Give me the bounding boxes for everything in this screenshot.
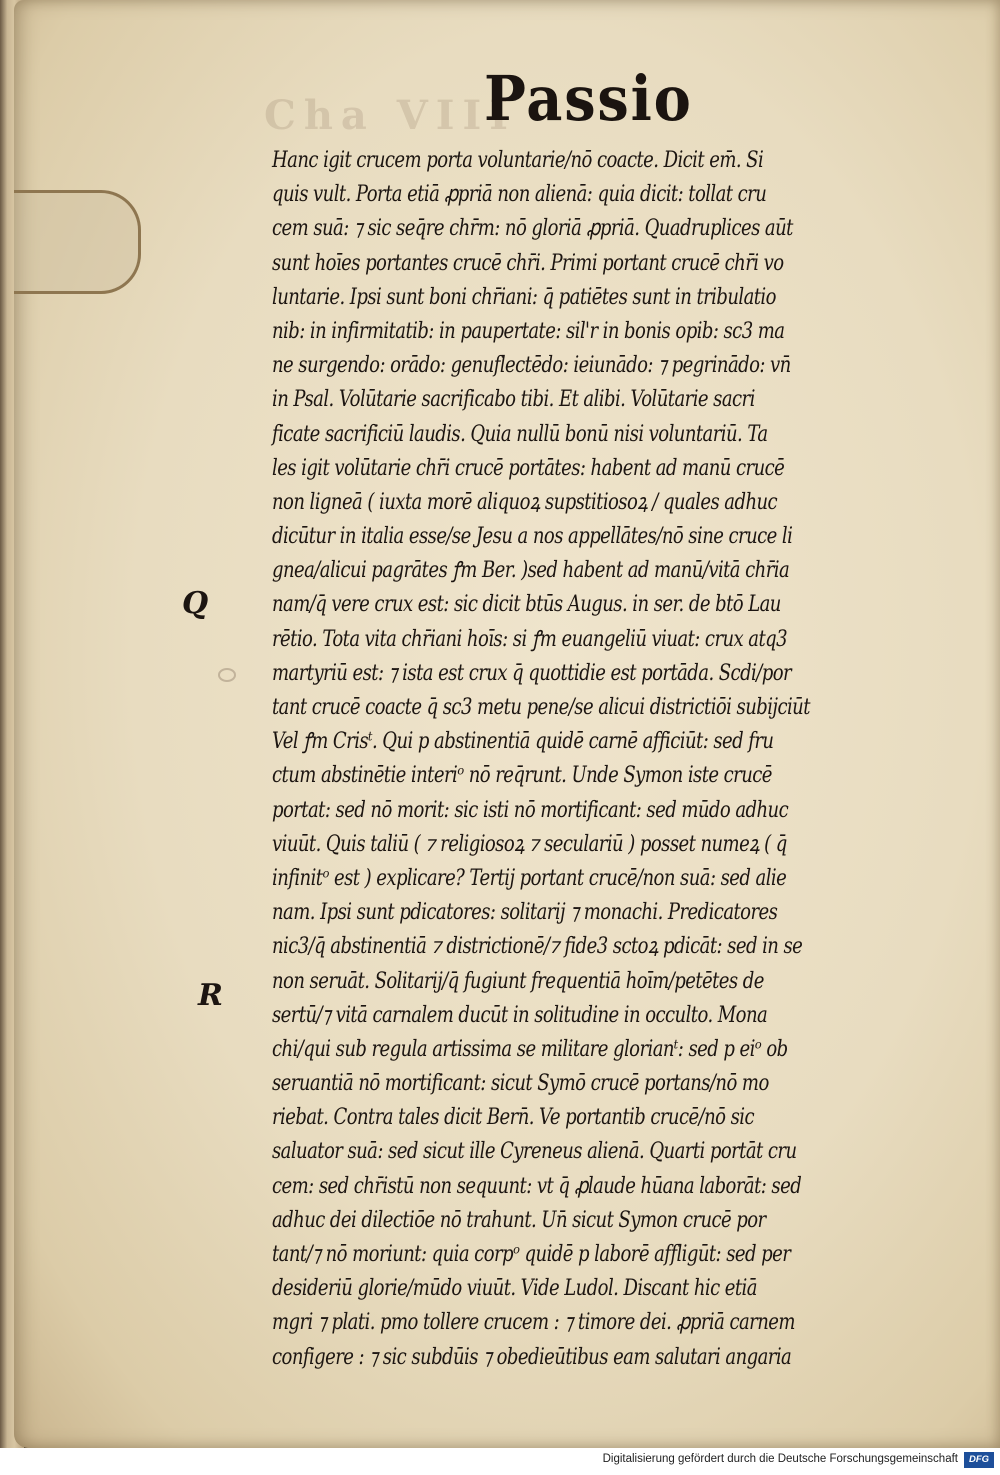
- text-line: chi/qui sub regula artissima se militare glorianᵗ: sed p eiᵒ ob: [272, 1036, 788, 1062]
- text-line: quis vult. Porta etiā ꝓpriā non alienā: quia dicit: tollat cru: [272, 182, 767, 208]
- text-line: Vel ꝭm Crisᵗ. Qui p abstinentiā quidē carnē afficiūt: sed fru: [272, 729, 774, 755]
- text-line: gnea/alicui pagrātes ꝭm Ber. )sed habent ad manū/vitā chr̄ia: [272, 558, 790, 584]
- text-line: non ligneā ( iuxta morē aliquoꝝ supstitiosoꝝ / quales adhuc: [272, 489, 778, 515]
- text-line: nam. Ipsi sunt pdicatores: solitarij ⁊ monachi. Predicatores: [272, 900, 778, 926]
- text-line: seruantiā nō mortificant: sicut Symō crucē portans/nō mo: [272, 1071, 769, 1097]
- text-line: cem: sed chr̄istū non sequunt: vt q̄ ꝓlaude hūana laborāt: sed: [272, 1173, 802, 1199]
- body-text-column: [272, 144, 962, 1375]
- text-line: saluator suā: sed sicut ille Cyreneus alienā. Quarti portāt cru: [272, 1139, 797, 1165]
- text-line: les igit volūtarie chr̄i crucē portātes: habent ad manū crucē: [272, 455, 785, 481]
- faint-marginal-mark: [218, 668, 236, 682]
- text-line: nam/q̄ vere crux est: sic dicit btūs Augus. in ser. de btō Lau: [272, 592, 781, 618]
- text-line: configere : ⁊ sic subdūis ⁊ obedieūtibus eam salutari angaria: [272, 1344, 792, 1370]
- text-line: infinitᵒ est ) explicare? Tertij portant crucē/non suā: sed alie: [272, 865, 787, 891]
- text-line: nic3/q̄ abstinentiā ⁊ districtionē/⁊ fide3 sctoꝝ pdicāt: sed in se: [272, 934, 803, 960]
- show-through-text: Cha VIII: [264, 92, 516, 139]
- text-line: Hanc igit crucem porta voluntarie/nō coacte. Dicit em̄. Si: [272, 148, 764, 173]
- text-line: ne surgendo: orādo: genuflectēdo: ieiunādo: ⁊ pegrinādo: vn̄: [272, 353, 791, 379]
- page-heading: Passio: [484, 62, 693, 135]
- text-line: riebat. Contra tales dicit Bern̄. Ve portantib crucē/nō sic: [272, 1105, 754, 1131]
- text-line: cem suā: ⁊ sic seq̄re chr̄m: nō gloriā ꝓpriā. Quadruplices aūt: [272, 216, 793, 242]
- text-line: viuūt. Quis taliū ( ⁊ religiosoꝝ ⁊ seculariū ) posset numeꝝ ( q̄: [272, 831, 787, 857]
- text-line: non seruāt. Solitarij/q̄ fugiunt frequentiā hoīm/petētes de: [272, 968, 764, 994]
- page-tab-marker: [14, 190, 141, 294]
- text-line: in Psal. Volūtarie sacrificabo tibi. Et alibi. Volūtarie sacri: [272, 387, 755, 413]
- text-line: tant/⁊ nō moriunt: quia corpᵒ quidē p laborē affligūt: sed per: [272, 1242, 791, 1267]
- text-line: luntarie. Ipsi sunt boni chr̄iani: q̄ patiētes sunt in tribulatio: [272, 284, 776, 310]
- text-line: dicūtur in italia esse/se Jesu a nos appellātes/nō sine cruce li: [272, 524, 793, 550]
- text-line: desideriū glorie/mūdo viuūt. Vide Ludol. Discant hic etiā: [272, 1276, 757, 1302]
- text-line: nib: in infirmitatib: in paupertate: sil'r in bonis opib: sc3 ma: [272, 318, 785, 344]
- marginal-letter-r: R: [198, 978, 223, 1013]
- text-line: portat: sed nō morit: sic isti nō mortificant: sed mūdo adhuc: [272, 797, 789, 823]
- text-line: rētio. Tota vita chr̄iani hoīs: si ꝭm euangeliū viuat: crux atq3: [272, 626, 788, 652]
- text-line: sertū/⁊ vitā carnalem ducūt in solitudine in occulto. Mona: [272, 1002, 768, 1028]
- text-line: mgri ⁊ plati. pmo tollere crucem : ⁊ timore dei. ꝓpriā carnem: [272, 1310, 795, 1336]
- text-line: tant crucē coacte q̄ sc3 metu pene/se alicui districtiōi subijciūt: [272, 695, 810, 720]
- text-line: ctum abstinētie interiᵒ nō req̄runt. Unde Symon iste crucē: [272, 763, 772, 789]
- marginal-letter-q: Q: [182, 586, 209, 621]
- text-line: martyriū est: ⁊ ista est crux q̄ quottidie est portāda. Scdi/por: [272, 660, 792, 686]
- dfg-logo: DFG: [964, 1452, 994, 1468]
- book-page: [14, 0, 1000, 1448]
- text-line: ficate sacrificiū laudis. Quia nullū bonū nisi voluntariū. Ta: [272, 421, 768, 447]
- text-line: sunt hoīes portantes crucē chr̄i. Primi portant crucē chr̄i vo: [272, 250, 784, 276]
- text-line: adhuc dei dilectiōe nō trahunt. Un̄ sicut Symon crucē por: [272, 1207, 766, 1233]
- funding-credit: Digitalisierung gefördert durch die Deutsche Forschungsgemeinschaft: [602, 1453, 958, 1465]
